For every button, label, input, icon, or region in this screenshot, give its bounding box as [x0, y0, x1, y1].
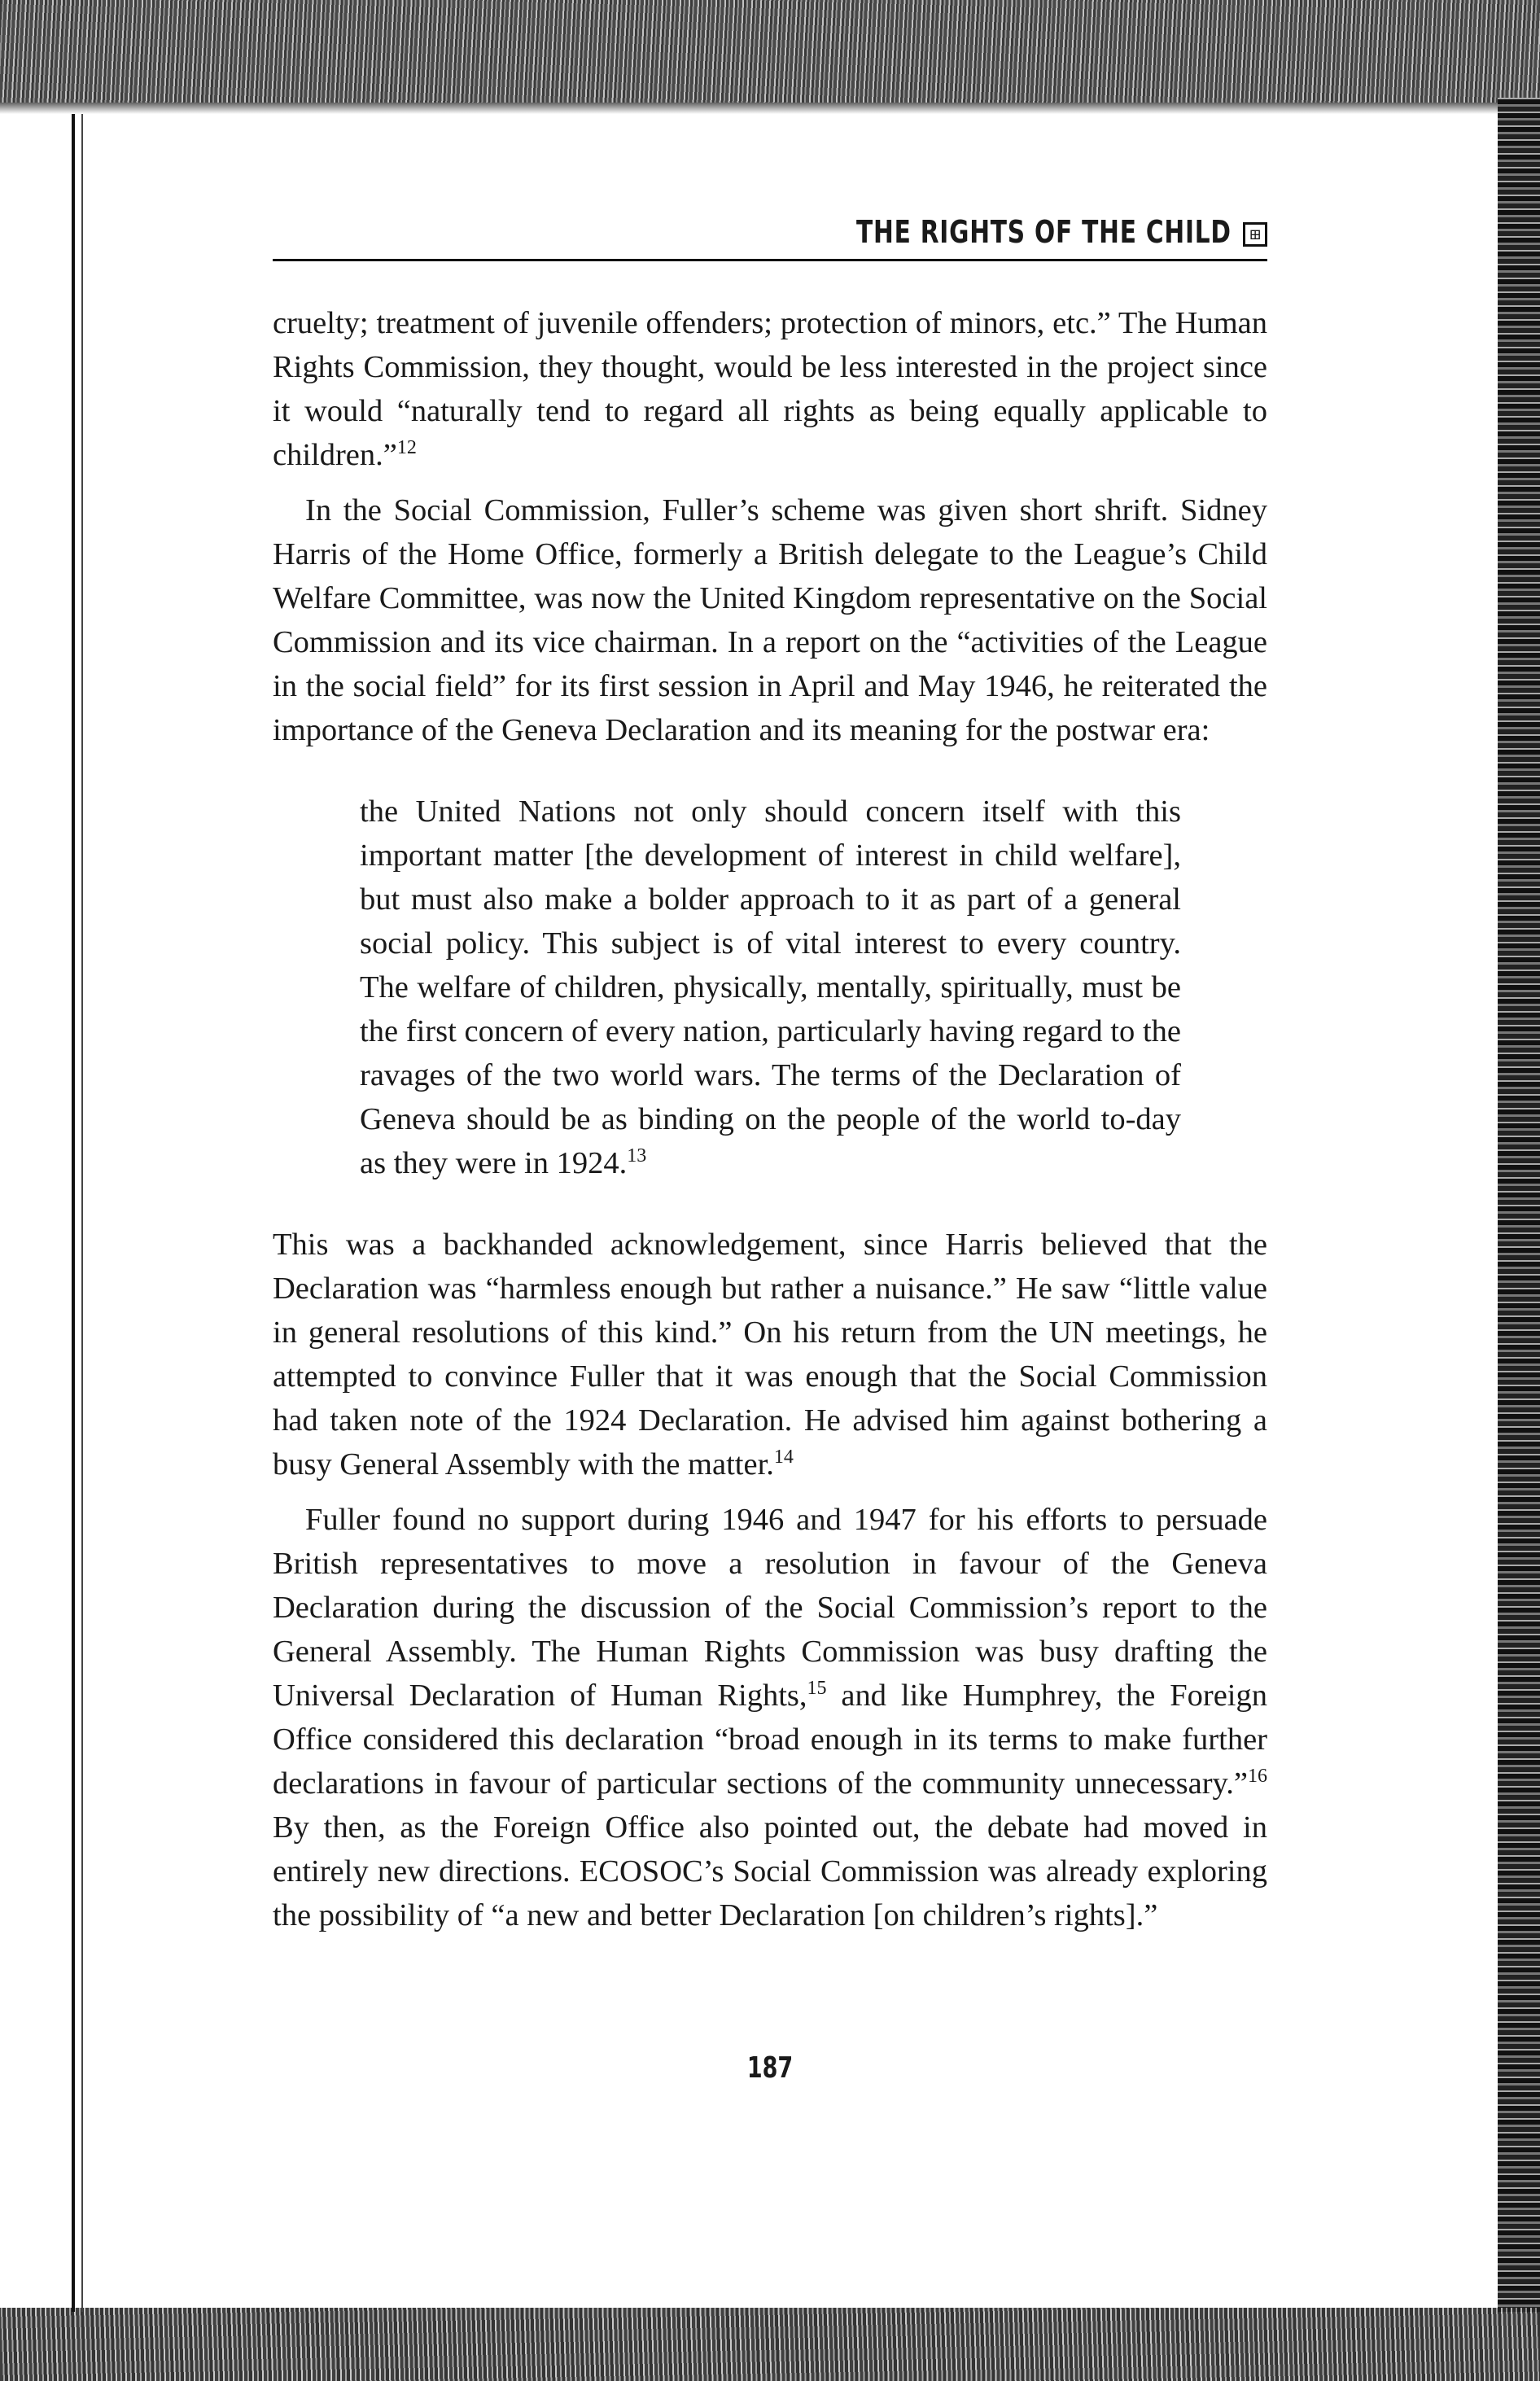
block-quote	[360, 790, 1181, 1185]
quote-text: the United Nations not only should concern itself with this important matter [the development of interest in child welfare], but must also make a bolder approach to it as part of a general social policy. This subject is of vital interest to every country. The welfare of children, physically, mentally, spiritually, must be the first concern of every nation, particularly having regard to the ravages of the two world wars. The terms of the Declaration of Geneva should be as binding on the people of the world to-day as they were in 1924.	[360, 794, 1181, 1180]
book-spine-line	[72, 114, 75, 2312]
running-head	[273, 210, 1267, 261]
paragraph-text: By then, as the Foreign Office also pointed out, the debate had moved in entirely new directions. ECOSOC’s Social Commission was already exploring the possibility of “a new and better Declaration [on children’s rights].”	[273, 1810, 1267, 1932]
scan-top-edge	[0, 0, 1540, 114]
running-head-title: THE RIGHTS OF THE CHILD	[856, 214, 1232, 250]
paragraph	[273, 1498, 1267, 1937]
footnote-ref: 16	[1248, 1766, 1267, 1788]
paragraph-text: cruelty; treatment of juvenile offenders; protection of minors, etc.” The Human Rights Commission, they thought, would be less interested in the project since it would “naturally tend to regard all rights as being equally applicable to children.”	[273, 306, 1267, 472]
footnote-ref: 12	[396, 437, 417, 459]
paragraph-text: This was a backhanded acknowledgement, since Harris believed that the Declaration was “harmless enough but rather a nuisance.” He saw “little value in general resolutions of this kind.” On his return from the UN meetings, he attempted to convince Fuller that it was enough that the Social Commission had taken note of the 1924 Declaration. He advised him against bothering a busy General Assembly with the matter.	[273, 1228, 1267, 1482]
paragraph	[273, 1223, 1267, 1486]
paragraph	[273, 488, 1267, 752]
paragraph-text: and like Humphrey, the Foreign Office considered this declaration “broad enough in its terms to make further declarations in favour of particular sections of the community unnecessary.”	[273, 1679, 1267, 1801]
paragraph-text: In the Social Commission, Fuller’s scheme was given short shrift. Sidney Harris of the Home Office, formerly a British delegate to the League’s Child Welfare Committee, was now the United Kingdom representative on the Social Commission and its vice chairman. In a report on the “activities of the League in the social field” for its first session in April and May 1946, he reiterated the importance of the Geneva Declaration and its meaning for the postwar era:	[273, 493, 1267, 747]
scan-right-edge	[1498, 98, 1540, 2312]
paragraph	[273, 301, 1267, 477]
square-ornament-icon: ⊞	[1243, 222, 1267, 247]
footnote-ref: 15	[807, 1678, 827, 1700]
page-body	[273, 301, 1267, 1937]
footnote-ref: 13	[627, 1145, 647, 1167]
scan-bottom-edge	[0, 2308, 1540, 2381]
page-number: 187	[746, 2051, 794, 2085]
book-spine-line-inner	[81, 114, 83, 2312]
footnote-ref: 14	[773, 1447, 794, 1468]
paragraph-text: Fuller found no support during 1946 and 1947 for his efforts to persuade British representatives to move a resolution in favour of the Geneva Declaration during the discussion of the Social Commission’s report to the General Assembly. The Human Rights Commission was busy drafting the Universal Declaration of Human Rights,	[273, 1503, 1267, 1713]
